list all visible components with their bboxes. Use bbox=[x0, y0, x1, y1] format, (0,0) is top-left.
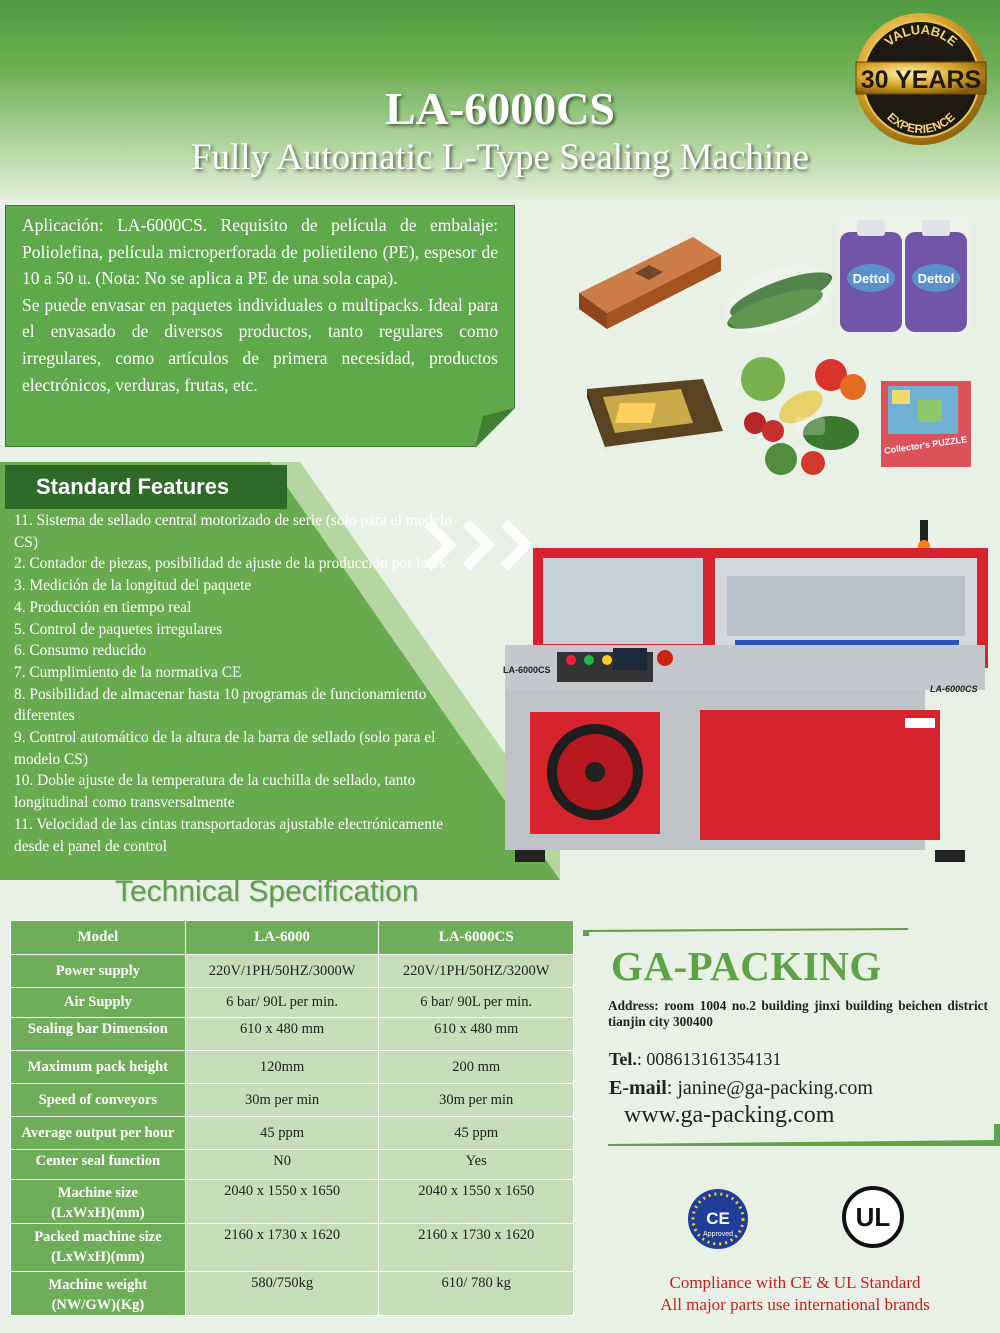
product-subtitle: Fully Automatic L-Type Sealing Machine bbox=[190, 137, 810, 178]
spec-row-label: Center seal function bbox=[11, 1150, 186, 1180]
feature-item-11: 11. Velocidad de las cintas transportadoras ajustable electrónicamente desde el panel de control bbox=[14, 815, 444, 855]
technical-specification-title: Technical Specification bbox=[115, 875, 419, 908]
spec-row bbox=[11, 1224, 574, 1272]
wrapped-cucumbers-image bbox=[723, 255, 835, 340]
telephone bbox=[609, 1049, 781, 1070]
spec-header-row bbox=[11, 921, 574, 955]
bottle-label-1: Dettol bbox=[852, 271, 890, 286]
feature-item-4: 4. Producción en tiempo real bbox=[14, 598, 192, 616]
spec-row bbox=[11, 1180, 574, 1224]
experience-seal bbox=[852, 10, 990, 148]
spec-cell-la6000: 120mm bbox=[185, 1051, 379, 1084]
brand-name: GA-PACKING bbox=[611, 943, 882, 989]
seal-center-text: 30 YEARS bbox=[860, 66, 982, 94]
spec-row bbox=[11, 955, 574, 988]
compliance-line-2: All major parts use international brands bbox=[660, 1295, 930, 1314]
spec-row-label-line-2: (LxWxH)(mm) bbox=[51, 1205, 145, 1221]
spec-cell-la6000cs: 2160 x 1730 x 1620 bbox=[379, 1224, 574, 1272]
spec-header-model: Model bbox=[11, 921, 186, 955]
website-link[interactable]: www.ga-packing.com bbox=[624, 1102, 835, 1128]
spec-cell-la6000: 30m per min bbox=[185, 1084, 379, 1117]
spec-cell-la6000cs: 200 mm bbox=[379, 1051, 574, 1084]
spec-table bbox=[10, 920, 574, 1316]
spec-row-label: Speed of conveyors bbox=[11, 1084, 186, 1117]
spec-row bbox=[11, 1084, 574, 1117]
spec-cell-la6000: 580/750kg bbox=[185, 1272, 379, 1316]
wrapped-phone-box-image bbox=[583, 375, 725, 455]
feature-item-7: 7. Cumplimiento de la normativa CE bbox=[14, 663, 242, 681]
company-address: Address: room 1004 no.2 building jinxi building beichen district tianjin city 300400 bbox=[608, 998, 988, 1029]
features-list bbox=[14, 510, 462, 857]
spec-row-label-line-1: Machine size bbox=[57, 1185, 138, 1201]
bottle-label-2: Dettol bbox=[917, 271, 955, 286]
spec-row-label: Air Supply bbox=[11, 988, 186, 1018]
spec-row-label-line-2: (LxWxH)(mm) bbox=[51, 1249, 145, 1265]
feature-item-3: 3. Medición de la longitud del paquete bbox=[14, 577, 252, 595]
feature-item-5: 5. Control de paquetes irregulares bbox=[14, 620, 223, 638]
spec-row bbox=[11, 1018, 574, 1051]
standard-features-heading: Standard Features bbox=[5, 465, 287, 509]
spec-cell-la6000cs: 610 x 480 mm bbox=[379, 1018, 574, 1051]
spec-row bbox=[11, 1272, 574, 1316]
spec-row bbox=[11, 1150, 574, 1180]
compliance-note bbox=[590, 1272, 1000, 1316]
spec-row bbox=[11, 988, 574, 1018]
puzzle-label: Collector's PUZZLE bbox=[883, 434, 968, 456]
spec-cell-la6000: 220V/1PH/50HZ/3000W bbox=[185, 955, 379, 988]
wrapped-bottles-image bbox=[835, 212, 975, 342]
spec-cell-la6000cs: 2040 x 1550 x 1650 bbox=[379, 1180, 574, 1224]
tel-label: Tel. bbox=[609, 1049, 637, 1069]
wrapped-puzzle-image bbox=[878, 378, 974, 470]
spec-cell-la6000cs: 6 bar/ 90L per min. bbox=[379, 988, 574, 1018]
spec-row-label: Sealing bar Dimension bbox=[11, 1018, 186, 1051]
spec-row-label: Maximum pack height bbox=[11, 1051, 186, 1084]
wrapped-vegetables-image bbox=[735, 355, 875, 480]
seal-bottom-text: EXPERIENCE bbox=[884, 109, 958, 137]
brand-underline bbox=[583, 928, 908, 936]
ce-mark-text: CE bbox=[706, 1209, 730, 1228]
feature-item-8: 8. Posibilidad de almacenar hasta 10 programas de funcionamiento diferentes bbox=[14, 685, 427, 725]
spec-row-label bbox=[11, 1224, 186, 1272]
spec-row-label-line-2: (NW/GW)(Kg) bbox=[51, 1297, 145, 1313]
spec-header-la6000cs: LA-6000CS bbox=[379, 921, 574, 955]
spec-row-label bbox=[11, 1272, 186, 1316]
spec-cell-la6000: 2160 x 1730 x 1620 bbox=[185, 1224, 379, 1272]
tel-value: : 008613161354131 bbox=[636, 1049, 782, 1069]
spec-cell-la6000: 45 ppm bbox=[185, 1117, 379, 1150]
feature-item-2: 2. Contador de piezas, posibilidad de ajuste de la producción por lotes bbox=[14, 555, 446, 573]
application-para-2: Se puede envasar en paquetes individuales o multipacks. Ideal para el envasado de diversos productos, tanto regulares como irregulares, como artículos de primera necesidad, productos electrónicos, verduras, frutas, etc. bbox=[22, 294, 498, 395]
spec-row-label-line-1: Machine weight bbox=[48, 1277, 148, 1293]
spec-header-la6000: LA-6000 bbox=[185, 921, 379, 955]
spec-cell-la6000cs: Yes bbox=[379, 1150, 574, 1180]
spec-cell-la6000: 610 x 480 mm bbox=[185, 1018, 379, 1051]
spec-cell-la6000: N0 bbox=[185, 1150, 379, 1180]
spec-cell-la6000cs: 610/ 780 kg bbox=[379, 1272, 574, 1316]
machine-label-left: LA-6000CS bbox=[503, 665, 551, 675]
machine-label-right: LA-6000CS bbox=[930, 684, 978, 694]
spec-cell-la6000: 2040 x 1550 x 1650 bbox=[185, 1180, 379, 1224]
website-underline bbox=[608, 1124, 1000, 1148]
feature-item-10: 10. Doble ajuste de la temperatura de la cuchilla de sellado, tanto longitudinal como transversalmente bbox=[14, 772, 416, 812]
feature-item-6: 6. Consumo reducido bbox=[14, 642, 147, 660]
spec-cell-la6000cs: 30m per min bbox=[379, 1084, 574, 1117]
spec-row bbox=[11, 1117, 574, 1150]
spec-row-label: Average output per hour bbox=[11, 1117, 186, 1150]
application-para-1: Aplicación: LA-6000CS. Requisito de película de embalaje: Poliolefina, película microperforada de polietileno (PE), espesor de 10 a 50 u. (Nota: No se aplica a PE de una sola capa). bbox=[22, 215, 498, 289]
spec-cell-la6000cs: 220V/1PH/50HZ/3200W bbox=[379, 955, 574, 988]
spec-cell-la6000cs: 45 ppm bbox=[379, 1117, 574, 1150]
spec-row bbox=[11, 1051, 574, 1084]
page-fold-corner bbox=[475, 408, 515, 448]
seal-top-text: VALUABLE bbox=[881, 21, 961, 50]
ce-approved-text: Approved bbox=[703, 1231, 733, 1238]
spec-row-label: Power supply bbox=[11, 955, 186, 988]
spec-row-label-line-1: Packed machine size bbox=[34, 1229, 162, 1245]
application-text bbox=[22, 212, 498, 398]
feature-item-1: 11. Sistema de sellado central motorizado de serie (solo para el modelo CS) bbox=[14, 512, 452, 551]
ce-approved-icon bbox=[687, 1188, 749, 1250]
email-label: E-mail bbox=[609, 1077, 667, 1099]
wrapped-box-image bbox=[575, 225, 725, 337]
feature-item-9: 9. Control automático de la altura de la barra de sellado (solo para el modelo CS) bbox=[14, 729, 436, 768]
ul-certification-icon bbox=[842, 1186, 904, 1248]
email-value[interactable]: : janine@ga-packing.com bbox=[666, 1077, 873, 1099]
model-title: LA-6000CS bbox=[384, 83, 616, 134]
sealing-machine-image bbox=[495, 520, 995, 865]
compliance-line-1: Compliance with CE & UL Standard bbox=[669, 1273, 921, 1292]
spec-cell-la6000: 6 bar/ 90L per min. bbox=[185, 988, 379, 1018]
spec-row-label bbox=[11, 1180, 186, 1224]
ul-mark-text: UL bbox=[855, 1202, 891, 1232]
email bbox=[609, 1077, 873, 1100]
